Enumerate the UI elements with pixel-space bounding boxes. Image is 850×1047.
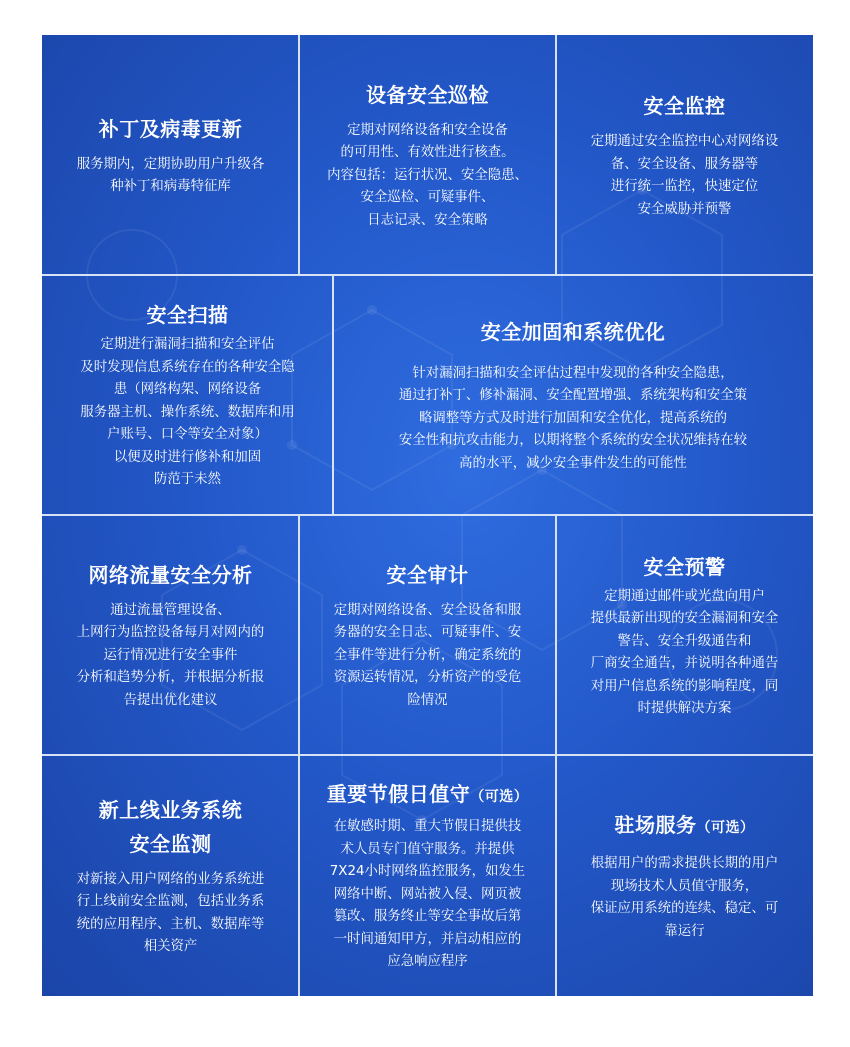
divider bbox=[298, 515, 300, 996]
divider bbox=[298, 35, 300, 275]
card-title: 驻场服务（可选） bbox=[614, 813, 755, 837]
card-device-inspection bbox=[299, 35, 556, 275]
card-description: 定期通过邮件或光盘向用户 提供最新出现的安全漏洞和安全 警告、安全升级通告和 厂商安全通告，并说明各种通告 对用户信息系统的影响程度，同 时提供解决方案 bbox=[590, 588, 779, 716]
divider bbox=[555, 35, 557, 275]
divider bbox=[42, 274, 813, 276]
card-description: 服务期内，定期协助用户升级各 种补丁和病毒特征库 bbox=[76, 156, 265, 194]
card-security-alert bbox=[556, 515, 813, 755]
card-security-scan bbox=[42, 275, 333, 515]
divider bbox=[42, 754, 813, 756]
services-panel bbox=[42, 35, 813, 996]
divider bbox=[42, 514, 813, 516]
card-description: 在敏感时期、重大节假日提供技 术人员专门值守服务。并提供 7X24小时网络监控服务，如发生 网络中断、网站被入侵、网页被 篡改、服务终止等安全事故后第 一时间通知甲方，并启动相应的 应急响应程序 bbox=[329, 819, 526, 970]
card-title: 网络流量安全分析 bbox=[88, 562, 253, 587]
card-onsite-service bbox=[556, 755, 813, 996]
card-holiday-duty bbox=[299, 755, 556, 996]
card-title: 安全审计 bbox=[386, 562, 469, 587]
card-security-audit bbox=[299, 515, 556, 755]
card-description: 定期对网络设备、安全设备和服 务器的安全日志、可疑事件、安 全事件等进行分析，确定系统的 资源运转情况，分析资产的受危 险情况 bbox=[333, 602, 522, 708]
card-description: 针对漏洞扫描和安全评估过程中发现的各种安全隐患， 通过打补丁、修补漏洞、安全配置增强、系统架构和安全策 略调整等方式及时进行加固和安全优化，提高系统的 安全性和抗攻击能力，以期将整个系统的安全状况维持在较 高的水平，减少安全事件发生的可能性 bbox=[398, 365, 748, 471]
card-title: 安全监控 bbox=[643, 94, 726, 118]
card-description: 对新接入用户网络的业务系统进 行上线前安全监测，包括业务系 统的应用程序、主机、数据库等 相关资产 bbox=[76, 871, 265, 954]
card-description: 通过流量管理设备、 上网行为监控设备每月对网内的 运行情况进行安全事件 分析和趋势分析，并根据分析报 告提出优化建议 bbox=[76, 602, 265, 708]
card-description: 根据用户的需求提供长期的用户 现场技术人员值守服务， 保证应用系统的连续、稳定、可 靠运行 bbox=[590, 856, 779, 939]
card-security-monitoring bbox=[556, 35, 813, 275]
card-new-system-monitoring bbox=[42, 755, 299, 996]
divider bbox=[332, 275, 334, 515]
card-title: 设备安全巡检 bbox=[366, 82, 489, 107]
card-description: 定期进行漏洞扫描和安全评估 及时发现信息系统存在的各种安全隐 患（网络构架、网络设备 服务器主机、操作系统、数据库和用 户账号、口令等安全对象） 以便及时进行修补和加固 防范于未然 bbox=[80, 337, 295, 488]
card-title: 重要节假日值守（可选） bbox=[326, 782, 529, 807]
card-title: 安全加固和系统优化 bbox=[480, 319, 666, 344]
card-hardening-optimization bbox=[333, 275, 813, 515]
card-title: 安全预警 bbox=[643, 554, 726, 579]
divider bbox=[555, 515, 557, 996]
card-description: 定期通过安全监控中心对网络设 备、安全设备、服务器等 进行统一监控，快速定位 安全威胁并预警 bbox=[590, 134, 779, 217]
card-title: 补丁及病毒更新 bbox=[98, 116, 243, 141]
card-description: 定期对网络设备和安全设备 的可用性、有效性进行核查。 内容包括：运行状况、安全隐患、 安全巡检、可疑事件、 日志记录、安全策略 bbox=[327, 122, 528, 228]
card-traffic-analysis bbox=[42, 515, 299, 755]
card-title: 新上线业务系统 安全监测 bbox=[98, 797, 243, 856]
card-patch-virus-update bbox=[42, 35, 299, 275]
card-title: 安全扫描 bbox=[146, 303, 229, 328]
optional-tag: （可选） bbox=[470, 789, 529, 806]
optional-tag: （可选） bbox=[696, 820, 755, 836]
